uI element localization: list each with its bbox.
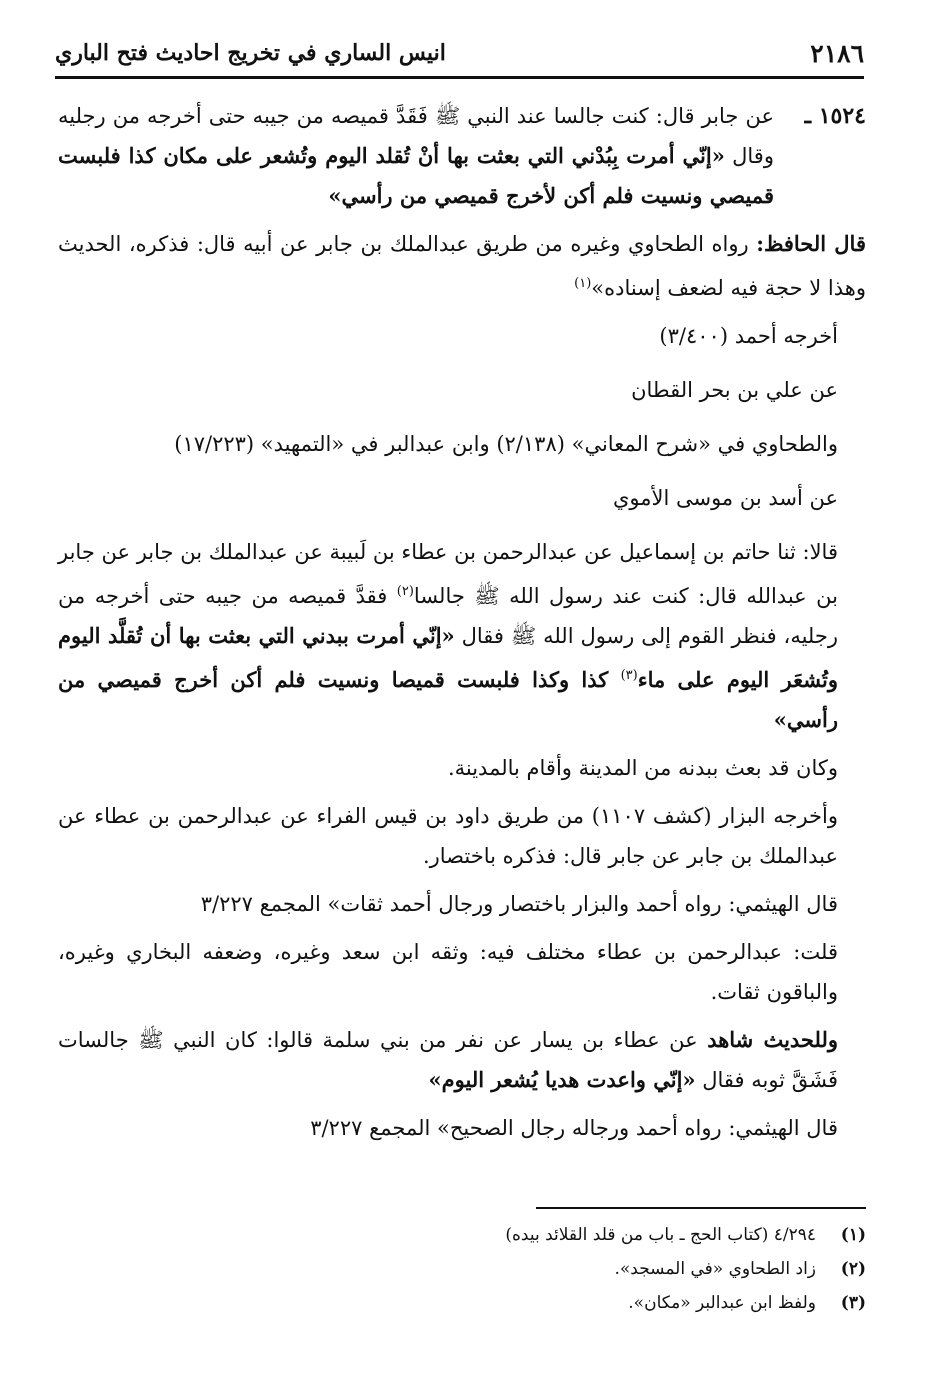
shahid-bold: «إنّي واعدت هديا يُشعر اليوم»	[428, 1067, 696, 1092]
isnad-part2: فقدَّ قميصه من جيبه حتى أخرجه من رجليه، فنظر القوم إلى رسول الله ﷺ فقال	[58, 584, 838, 648]
page-header	[55, 30, 864, 79]
matn-bold-2: كذا وكذا فلبست قميصا ونسيت فلم أكن أخرج قميصي من رأسي»	[58, 667, 838, 732]
footnote-text: زاد الطحاوي «في المسجد».	[614, 1259, 816, 1279]
isnad-paragraph	[58, 532, 866, 740]
takhrij-line: عن أسد بن موسى الأموي	[612, 486, 838, 510]
takhrij-line: عن علي بن بحر القطان	[631, 378, 838, 402]
footnote-item	[58, 1218, 866, 1252]
hafiz-label: قال الحافظ:	[756, 231, 866, 256]
footnote-ref-2: (٢)	[396, 584, 414, 599]
madina-paragraph: وكان قد بعث ببدنه من المدينة وأقام بالمدينة.	[447, 756, 838, 780]
footnote-number: (٣)	[840, 1293, 866, 1313]
takhrij-line: والطحاوي في «شرح المعاني» (٢/١٣٨) وابن عبدالبر في «التمهيد» (١٧/٢٢٣)	[174, 432, 838, 456]
book-title: انيس الساري في تخريج احاديث فتح الباري	[55, 40, 446, 66]
footnote-item	[58, 1286, 866, 1320]
haythami-paragraph: قال الهيثمي: رواه أحمد والبزار باختصار ورجال أحمد ثقات» المجمع ٣/٢٢٧	[200, 892, 838, 916]
qult-paragraph: قلت: عبدالرحمن بن عطاء مختلف فيه: وثقه ابن سعد وغيره، وضعفه البخاري وغيره، والباقون ثقات.	[58, 940, 838, 1004]
hadith-text: «إنّي أمرت بِبُدْني التي بعثت بها أنْ تُقلد اليوم وتُشعر على مكان كذا فلبست قميصي ونسيت فلم أكن لأخرج قميصي من رأسي»	[58, 143, 774, 208]
footnote-text: ولفظ ابن عبدالبر «مكان».	[628, 1293, 816, 1313]
footnote-number: (٢)	[840, 1259, 866, 1279]
footnote-separator	[536, 1207, 866, 1209]
shahid-text: عن عطاء بن يسار عن نفر من بني سلمة قالوا: كان النبي ﷺ جالسات فَشَقَّ ثوبه فقال	[58, 1028, 838, 1092]
hafiz-text: رواه الطحاوي وغيره من طريق عبدالملك بن جابر عن أبيه قال: فذكره، الحديث وهذا لا حجة فيه لضعف إسناده»	[58, 232, 866, 300]
hafiz-paragraph	[58, 224, 866, 308]
footnote-text: ٤/٢٩٤ (كتاب الحج ـ باب من قلد القلائد بيده)	[505, 1225, 816, 1245]
footnote-number: (١)	[840, 1225, 866, 1245]
shahid-label: وللحديث شاهد	[707, 1027, 838, 1052]
page-number: ٢١٨٦	[810, 38, 864, 68]
shahid-paragraph	[58, 1020, 866, 1100]
hadith-intro: عن جابر قال: كنت جالسا عند النبي ﷺ فَقَدَّ قميصه من جيبه حتى أخرجه من رجليه وقال	[58, 104, 774, 168]
hadith-number: ١٥٢٤ ـ	[804, 103, 866, 129]
matn-bold-1: «إنّي أمرت ببدني التي بعثت بها أن تُقلَّد اليوم وتُشعَر اليوم على ماء	[58, 623, 838, 692]
footnote-item	[58, 1252, 866, 1286]
takhrij-line: أخرجه أحمد (٣/٤٠٠)	[659, 324, 838, 348]
bazzar-paragraph: وأخرجه البزار (كشف ١١٠٧) من طريق داود بن قيس الفراء عن عبدالرحمن بن عطاء عن عبدالملك بن جابر عن جابر قال: فذكره باختصار.	[58, 804, 838, 868]
footnote-ref-1: (١)	[574, 276, 592, 291]
footnote-ref-3: (٣)	[620, 668, 638, 683]
hadith-paragraph	[58, 96, 866, 216]
isnad-part1: قالا: ثنا حاتم بن إسماعيل عن عبدالرحمن بن عطاء بن لَبيبة عن عبدالملك بن جابر عن جابر بن عبدالله قال: كنت عند رسول الله ﷺ جالسا	[58, 540, 838, 608]
haythami-paragraph-2: قال الهيثمي: رواه أحمد ورجاله رجال الصحيح» المجمع ٣/٢٢٧	[310, 1116, 838, 1140]
page-body	[58, 96, 866, 1156]
footnotes	[58, 1218, 866, 1320]
